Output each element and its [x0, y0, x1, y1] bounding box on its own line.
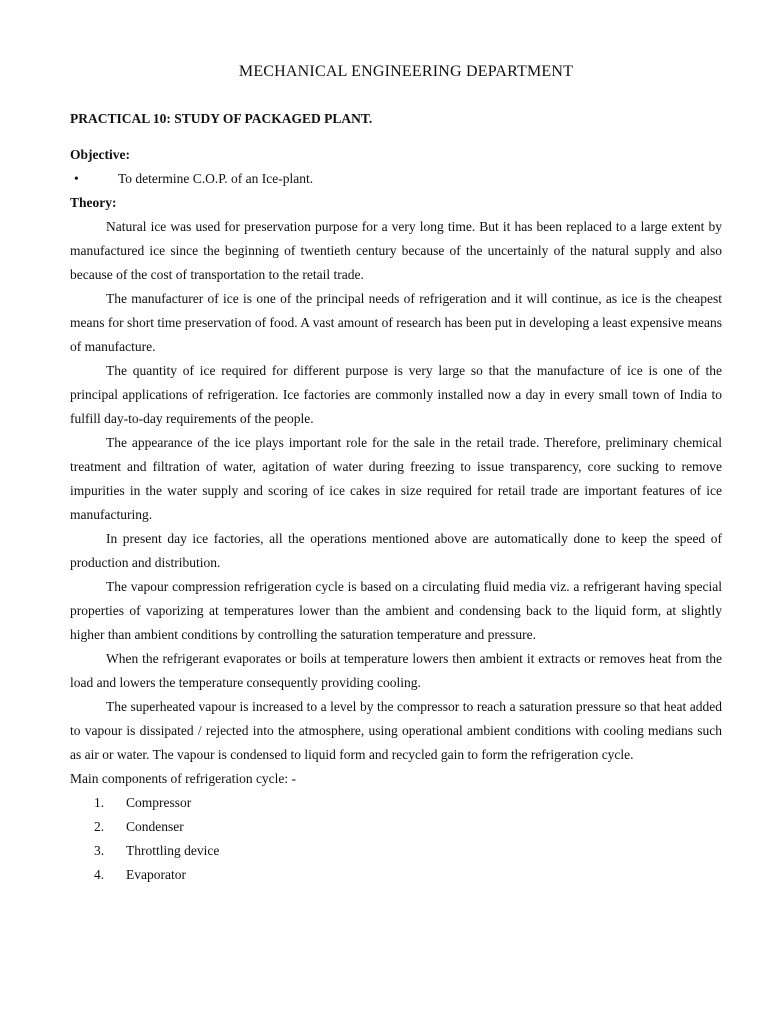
theory-paragraph: When the refrigerant evaporates or boils at temperature lowers then ambient it extracts or removes heat from the load and lowers the temperature consequently providing cooling. — [70, 651, 722, 690]
list-item — [70, 839, 722, 863]
theory-paragraph: The quantity of ice required for different purpose is very large so that the manufacture of ice is one of the principal applications of refrigeration. Ice factories are commonly installed now a day in every small town of India to fulfill day-to-day requirements of the people. — [70, 363, 722, 426]
component-label: Compressor — [126, 795, 192, 810]
bullet-icon: • — [74, 171, 79, 186]
list-number: 3. — [94, 843, 105, 858]
theory-paragraph: Natural ice was used for preservation purpose for a very long time. But it has been replaced to a large extent by manufactured ice since the beginning of twentieth century because of the uncertainly of the natural supply and also because of the cost of transportation to the retail trade. — [70, 219, 722, 282]
theory-body — [70, 215, 722, 767]
objective-text: To determine C.O.P. of an Ice-plant. — [118, 171, 314, 186]
department-title: MECHANICAL ENGINEERING DEPARTMENT — [238, 63, 574, 80]
list-number: 2. — [94, 819, 105, 834]
list-number: 4. — [94, 867, 105, 882]
list-number: 1. — [94, 795, 105, 810]
practical-title: PRACTICAL 10: STUDY OF PACKAGED PLANT. — [70, 111, 373, 126]
theory-paragraph: In present day ice factories, all the operations mentioned above are automatically done to keep the speed of production and distribution. — [70, 531, 722, 570]
component-label: Throttling device — [126, 843, 220, 858]
component-label: Evaporator — [126, 867, 186, 882]
theory-paragraph: The manufacturer of ice is one of the principal needs of refrigeration and it will continue, as ice is the cheapest means for short time preservation of food. A vast amount of research has been put in developing a least expensive means of manufacture. — [70, 291, 722, 354]
theory-paragraph: The vapour compression refrigeration cycle is based on a circulating fluid media viz. a refrigerant having special properties of vaporizing at temperatures lower than the ambient and condensing back to the liquid form, at slightly higher than ambient conditions by controlling the saturation temperature and pressure. — [70, 579, 722, 642]
components-list — [70, 791, 722, 887]
components-heading: Main components of refrigeration cycle: - — [70, 771, 297, 786]
list-item — [70, 791, 722, 815]
theory-heading: Theory: — [70, 195, 117, 210]
list-item — [70, 863, 722, 887]
theory-paragraph: The superheated vapour is increased to a level by the compressor to reach a saturation pressure so that heat added to vapour is dissipated / rejected into the atmosphere, using operational ambient conditions with cooling medians such as air or water. The vapour is condensed to liquid form and recycled gain to form the refrigeration cycle. — [70, 699, 722, 762]
objective-list — [70, 169, 722, 189]
component-label: Condenser — [126, 819, 184, 834]
theory-paragraph: The appearance of the ice plays important role for the sale in the retail trade. Therefore, preliminary chemical treatment and filtration of water, agitation of water during freezing to issue transparency, core sucking to remove impurities in the water supply and scoring of ice cakes in size required for retail trade are important features of ice manufacturing. — [70, 435, 722, 522]
list-item — [70, 815, 722, 839]
objective-heading: Objective: — [70, 147, 130, 162]
objective-item — [70, 169, 722, 189]
